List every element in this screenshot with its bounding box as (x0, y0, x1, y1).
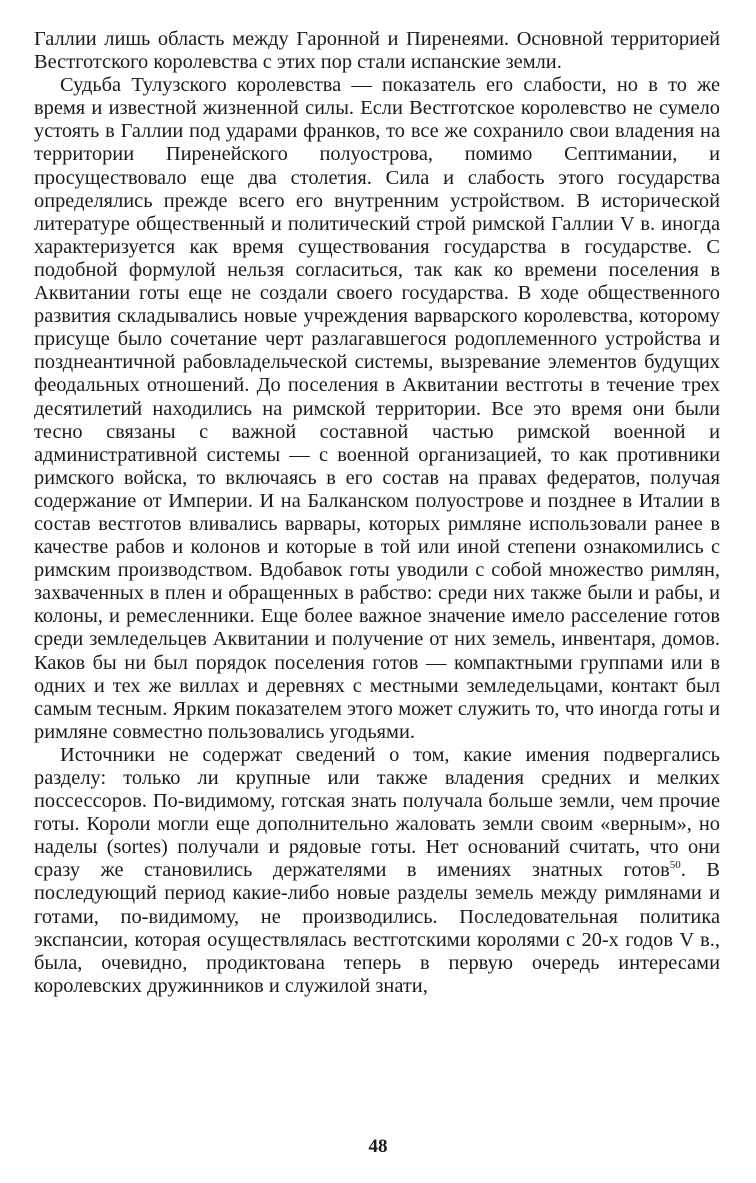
body-text (34, 28, 720, 998)
paragraph-text-continued: . В последующий период какие-либо новые разделы земель между римлянами и готами, по-видимому, не производились. Последовательная политика экспансии, которая осуществлялась вестготскими королями с 20-х годов V в., была, очевидно, продиктована теперь в первую очередь интересами королевских дружинников и служилой знати, (34, 859, 721, 997)
footnote-reference: 50 (669, 859, 681, 872)
paragraph-text: Галлии лишь область между Гаронной и Пиренеями. Основной территорией Вестготского королевства с этих пор стали испанские земли. (34, 28, 720, 74)
page-number: 48 (368, 1136, 388, 1157)
paragraph-text: Судьба Тулузского королевства — показатель его слабости, но в то же время и известной жизненной силы. Если Вестготское королевство не сумело устоять в Галлии под ударами франков, то все же сохранило свои владения на территории Пиренейского полуострова, помимо Септимании, и просуществовало еще два столетия. Сила и слабость этого государства определялись прежде всего его внутренним устройством. В исторической литературе общественный и политический строй римской Галлии V в. иногда характеризуется как время существования государства в государстве. С подобной формулой нельзя согласиться, так как ко времени поселения в Аквитании готы еще не создали своего государства. В ходе общественного развития складывались новые учреждения варварского королевства, которому присуще было сочетание черт разлагавшегося родоплеменного устройства и позднеантичной рабовладельческой системы, вызревание элементов будущих феодальных отношений. До поселения в Аквитании вестготы в течение трех десятилетий находились на римской территории. Все это время они были тесно связаны с важной составной частью римской военной и административной системы — с военной организацией, то как противники римского войска, то включаясь в его состав на правах федератов, получая содержание от Империи. И на Балканском полуострове и позднее в Италии в состав вестготов вливались варвары, которых римляне использовали ранее в качестве рабов и колонов и которые в той или иной степени ознакомились с римским производством. Вдобавок готы уводили с собой множество римлян, захваченных в плен и обращенных в рабство: среди них также были и рабы, и колоны, и ремесленники. Еще более важное значение имело расселение готов среди земледельцев Аквитании и получение от них земель, инвентаря, домов. Каков бы ни был порядок поселения готов — компактными группами или в одних и тех же виллах и деревнях с местными земледельцами, контакт был самым тесным. Ярким показателем этого может служить то, что иногда готы и римляне совместно пользовались угодьями. (34, 74, 720, 743)
paragraph-tolosa-kingdom (34, 74, 720, 744)
paragraph-text: Источники не содержат сведений о том, какие имения подвергались разделу: только ли крупные или также владения средних и мелких поссессоров. По-видимому, готская знать получала больше земли, чем прочие готы. Короли могли еще дополнительно жаловать земли своим «верным», но наделы (sortes) получали и рядовые готы. Нет оснований считать, что они сразу же становились держателями в имениях знатных готов (34, 743, 720, 882)
paragraph-land-division (34, 744, 720, 998)
paragraph-continuation (34, 28, 720, 74)
